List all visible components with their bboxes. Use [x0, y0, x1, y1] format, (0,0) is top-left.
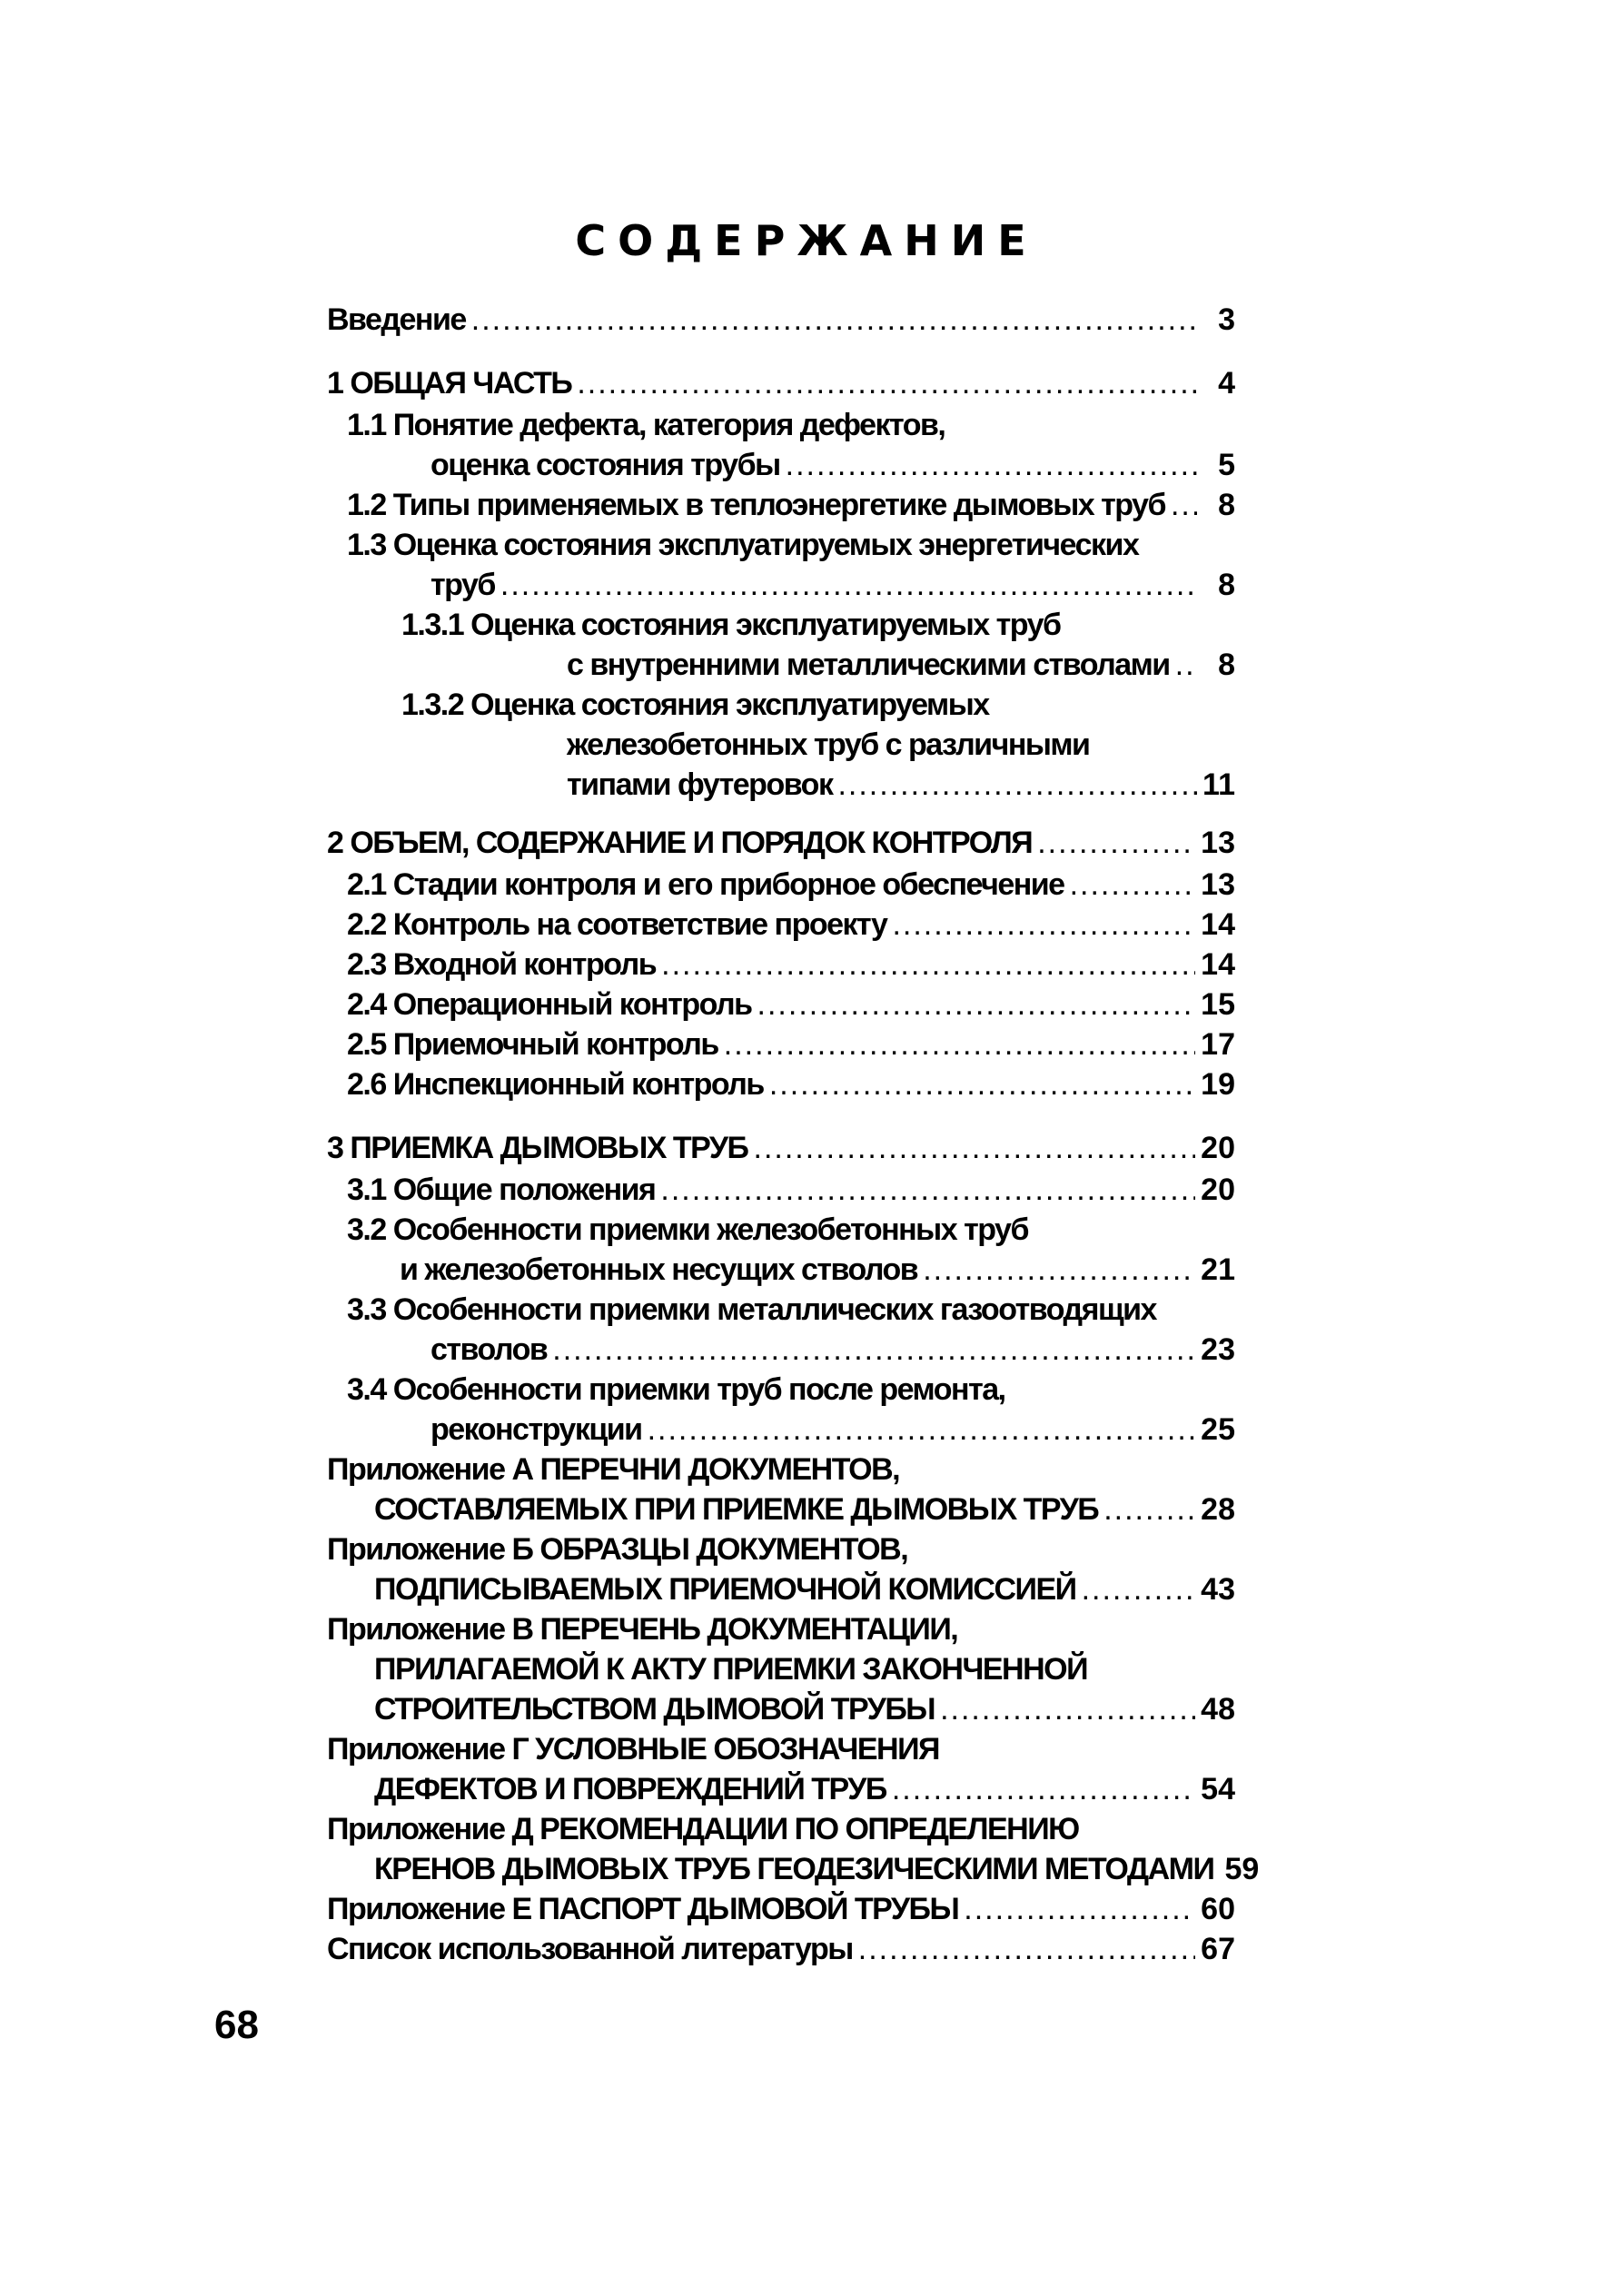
toc-entry-label: Приложение Д РЕКОМЕНДАЦИИ ПО ОПРЕДЕЛЕНИЮ [327, 1812, 1079, 1846]
dot-leader [754, 1128, 1196, 1168]
dot-leader [940, 1689, 1195, 1729]
toc-line [327, 1569, 1235, 1609]
toc-line [347, 1210, 1235, 1250]
toc-entry-label: Приложение Б ОБРАЗЦЫ ДОКУМЕНТОВ, [327, 1532, 908, 1567]
toc-entry-label-continued: ДЕФЕКТОВ И ПОВРЕЖДЕНИЙ ТРУБ [374, 1772, 886, 1806]
toc-line [327, 1489, 1235, 1529]
toc-entry [347, 405, 1235, 485]
toc-entry-label: 2.5 Приемочный контроль [347, 1027, 718, 1062]
toc-entry-page: 25 [1201, 1412, 1235, 1447]
toc-entry-label: 2.3 Входной контроль [347, 947, 657, 982]
toc-entry-label: 2 ОБЪЕМ, СОДЕРЖАНИЕ И ПОРЯДОК КОНТРОЛЯ [327, 826, 1033, 860]
toc-entry-label: 3.3 Особенности приемки металлических газоотводящих [347, 1292, 1156, 1327]
toc-entry [347, 1290, 1235, 1370]
toc-line [327, 1689, 1235, 1729]
toc-line [347, 1410, 1235, 1450]
toc-entry-page: 48 [1201, 1692, 1235, 1727]
toc-line [327, 1889, 1235, 1929]
toc-entry-page: 60 [1201, 1892, 1235, 1926]
toc-entry-label: 3.1 Общие положения [347, 1173, 656, 1207]
toc-entry-label: 2.2 Контроль на соответствие проекту [347, 907, 887, 942]
toc-line [347, 945, 1235, 985]
dot-leader [892, 1769, 1195, 1809]
dot-leader [660, 1170, 1195, 1210]
dot-leader [837, 765, 1197, 805]
dot-leader [1175, 645, 1197, 685]
dot-leader [1103, 1489, 1195, 1529]
toc-entry-label-continued: СТРОИТЕЛЬСТВОМ ДЫМОВОЙ ТРУБЫ [374, 1692, 935, 1727]
toc-entry-page: 8 [1218, 648, 1235, 682]
toc-entry-page: 28 [1201, 1492, 1235, 1527]
toc-line [327, 1450, 1235, 1489]
toc-line [327, 1649, 1235, 1689]
toc-entry-page: 23 [1201, 1332, 1235, 1367]
toc-entry-label: 1.3.1 Оценка состояния эксплуатируемых труб [401, 608, 1061, 642]
toc-entry [327, 300, 1235, 340]
toc-entry-label-continued: КРЕНОВ ДЫМОВЫХ ТРУБ ГЕОДЕЗИЧЕСКИМИ МЕТОДАМИ [374, 1852, 1214, 1886]
toc-entry-page: 13 [1201, 826, 1235, 860]
toc-entry-page: 67 [1201, 1932, 1235, 1966]
toc-line [327, 1729, 1235, 1769]
toc-line [327, 1929, 1235, 1969]
dot-leader [769, 1064, 1195, 1104]
toc-entry-label-continued: ПОДПИСЫВАЕМЫХ ПРИЕМОЧНОЙ КОМИССИЕЙ [374, 1572, 1076, 1607]
toc-entry-label: 3 ПРИЕМКА ДЫМОВЫХ ТРУБ [327, 1131, 748, 1165]
dot-leader [892, 905, 1195, 945]
toc-entry [347, 945, 1235, 985]
toc-line [347, 1064, 1235, 1104]
toc-entry-page: 15 [1201, 987, 1235, 1022]
toc-entry-page: 4 [1218, 366, 1235, 401]
toc-entry-label: 2.1 Стадии контроля и его приборное обеспечение [347, 867, 1064, 902]
page-number: 68 [214, 2003, 259, 2047]
toc-entry-label: Приложение Г УСЛОВНЫЕ ОБОЗНАЧЕНИЯ [327, 1732, 939, 1767]
toc-line [327, 823, 1235, 863]
toc-entry-label: Приложение В ПЕРЕЧЕНЬ ДОКУМЕНТАЦИИ, [327, 1612, 958, 1647]
toc-line [327, 1809, 1235, 1849]
toc-entry-label: 3.2 Особенности приемки железобетонных труб [347, 1212, 1028, 1247]
toc-entry-label-continued: оценка состояния трубы [430, 448, 780, 482]
toc-entry [347, 1170, 1235, 1210]
toc-entry-label-continued: СОСТАВЛЯЕМЫХ ПРИ ПРИЕМКЕ ДЫМОВЫХ ТРУБ [374, 1492, 1099, 1527]
dot-leader [648, 1410, 1196, 1450]
toc-line [401, 605, 1235, 645]
toc-line [327, 1128, 1235, 1168]
toc-entry-label-continued: стволов [430, 1332, 548, 1367]
toc-entry [327, 1450, 1235, 1529]
toc-entry-label-continued: и железобетонных несущих стволов [400, 1252, 918, 1287]
toc-entry-label: Список использованной литературы [327, 1932, 853, 1966]
toc-entry-page: 19 [1201, 1067, 1235, 1102]
dot-leader [786, 445, 1197, 485]
toc-entry-page: 59 [1224, 1852, 1260, 1886]
toc-entry-label: Приложение Е ПАСПОРТ ДЫМОВОЙ ТРУБЫ [327, 1892, 959, 1926]
dot-leader [923, 1250, 1195, 1290]
toc-entry [327, 1929, 1235, 1969]
toc-entry-label: 1.2 Типы применяемых в теплоэнергетике дымовых труб [347, 488, 1165, 522]
toc-line [347, 1290, 1235, 1330]
toc-entry-label: 1 ОБЩАЯ ЧАСТЬ [327, 366, 572, 401]
toc-entry-page: 54 [1201, 1772, 1235, 1806]
toc-entry-label: 1.3 Оценка состояния эксплуатируемых энергетических [347, 528, 1139, 562]
dot-leader [757, 985, 1196, 1024]
toc-line [327, 1529, 1235, 1569]
toc-line [401, 765, 1235, 805]
toc-line [347, 1024, 1235, 1064]
dot-leader [1070, 865, 1196, 905]
toc-entry-label: 2.6 Инспекционный контроль [347, 1067, 764, 1102]
toc-entry-page: 8 [1218, 568, 1235, 602]
dot-leader [724, 1024, 1195, 1064]
toc-entry [327, 1529, 1235, 1609]
toc-entry-label-continued: с внутренними металлическими стволами [567, 648, 1170, 682]
toc-entry [401, 685, 1235, 805]
toc-line [347, 405, 1235, 445]
toc-entry [347, 985, 1235, 1024]
toc-entry-page: 43 [1201, 1572, 1235, 1607]
toc-line [401, 685, 1235, 725]
toc-entry [327, 1729, 1235, 1809]
toc-entry [327, 1809, 1260, 1889]
dot-leader [661, 945, 1195, 985]
toc-line [347, 485, 1235, 525]
dot-leader [858, 1929, 1195, 1969]
toc-entry-label: 3.4 Особенности приемки труб после ремонта, [347, 1372, 1005, 1407]
page-title: СОДЕРЖАНИЕ [575, 216, 1038, 265]
toc-line [347, 1370, 1235, 1410]
toc-entry [347, 525, 1235, 605]
toc-entry-page: 21 [1201, 1252, 1235, 1287]
toc-entry-page: 14 [1201, 947, 1235, 982]
dot-leader [1037, 823, 1195, 863]
toc-entry [327, 363, 1235, 403]
toc-line [347, 445, 1235, 485]
toc-entry [347, 485, 1235, 525]
toc-line [327, 1849, 1260, 1889]
toc-entry [327, 823, 1235, 863]
toc-entry-label: Приложение А ПЕРЕЧНИ ДОКУМЕНТОВ, [327, 1452, 900, 1487]
toc-entry-page: 17 [1201, 1027, 1235, 1062]
toc-entry-label: Введение [327, 302, 466, 337]
toc-entry-page: 14 [1201, 907, 1235, 942]
toc-entry [327, 1889, 1235, 1929]
dot-leader [1082, 1569, 1196, 1609]
toc-line [327, 1609, 1235, 1649]
toc-entry-label-continued: труб [430, 568, 495, 602]
toc-entry-page: 3 [1218, 302, 1235, 337]
toc-entry-page: 5 [1218, 448, 1235, 482]
toc-line [401, 645, 1235, 685]
toc-entry [327, 1128, 1235, 1168]
toc-entry [327, 1609, 1235, 1729]
toc-line [347, 565, 1235, 605]
toc-entry-page: 20 [1201, 1173, 1235, 1207]
toc-entry-label-continued: типами футеровок [567, 767, 833, 802]
toc-entry-page: 13 [1201, 867, 1235, 902]
toc-line [347, 1330, 1235, 1370]
toc-entry-label-continued: реконструкции [430, 1412, 642, 1447]
toc-line [327, 300, 1235, 340]
toc-line [347, 1170, 1235, 1210]
dot-leader [577, 363, 1197, 403]
dot-leader [1171, 485, 1197, 525]
toc-entry [347, 1064, 1235, 1104]
toc-line [401, 725, 1235, 765]
toc-entry-page: 11 [1202, 767, 1235, 802]
toc-entry-label-continued: ПРИЛАГАЕМОЙ К АКТУ ПРИЕМКИ ЗАКОНЧЕННОЙ [374, 1652, 1088, 1687]
toc-line [327, 1769, 1235, 1809]
toc-entry [347, 1370, 1235, 1450]
toc-line [347, 525, 1235, 565]
toc-entry [347, 865, 1235, 905]
toc-entry [347, 1210, 1235, 1290]
toc-entry [401, 605, 1235, 685]
toc-line [347, 865, 1235, 905]
toc-entry-label: 2.4 Операционный контроль [347, 987, 752, 1022]
toc-entry-label-continued: железобетонных труб с различными [567, 727, 1090, 762]
toc-entry [347, 905, 1235, 945]
toc-line [347, 1250, 1235, 1290]
dot-leader [552, 1330, 1195, 1370]
toc-line [347, 905, 1235, 945]
dot-leader [500, 565, 1197, 605]
toc-line [327, 363, 1235, 403]
dot-leader [964, 1889, 1195, 1929]
toc-entry [347, 1024, 1235, 1064]
toc-entry-label: 1.1 Понятие дефекта, категория дефектов, [347, 408, 945, 442]
dot-leader [471, 300, 1197, 340]
toc-entry-label: 1.3.2 Оценка состояния эксплуатируемых [401, 688, 989, 722]
toc-entry-page: 8 [1218, 488, 1235, 522]
toc-entry-page: 20 [1201, 1131, 1235, 1165]
toc-line [347, 985, 1235, 1024]
